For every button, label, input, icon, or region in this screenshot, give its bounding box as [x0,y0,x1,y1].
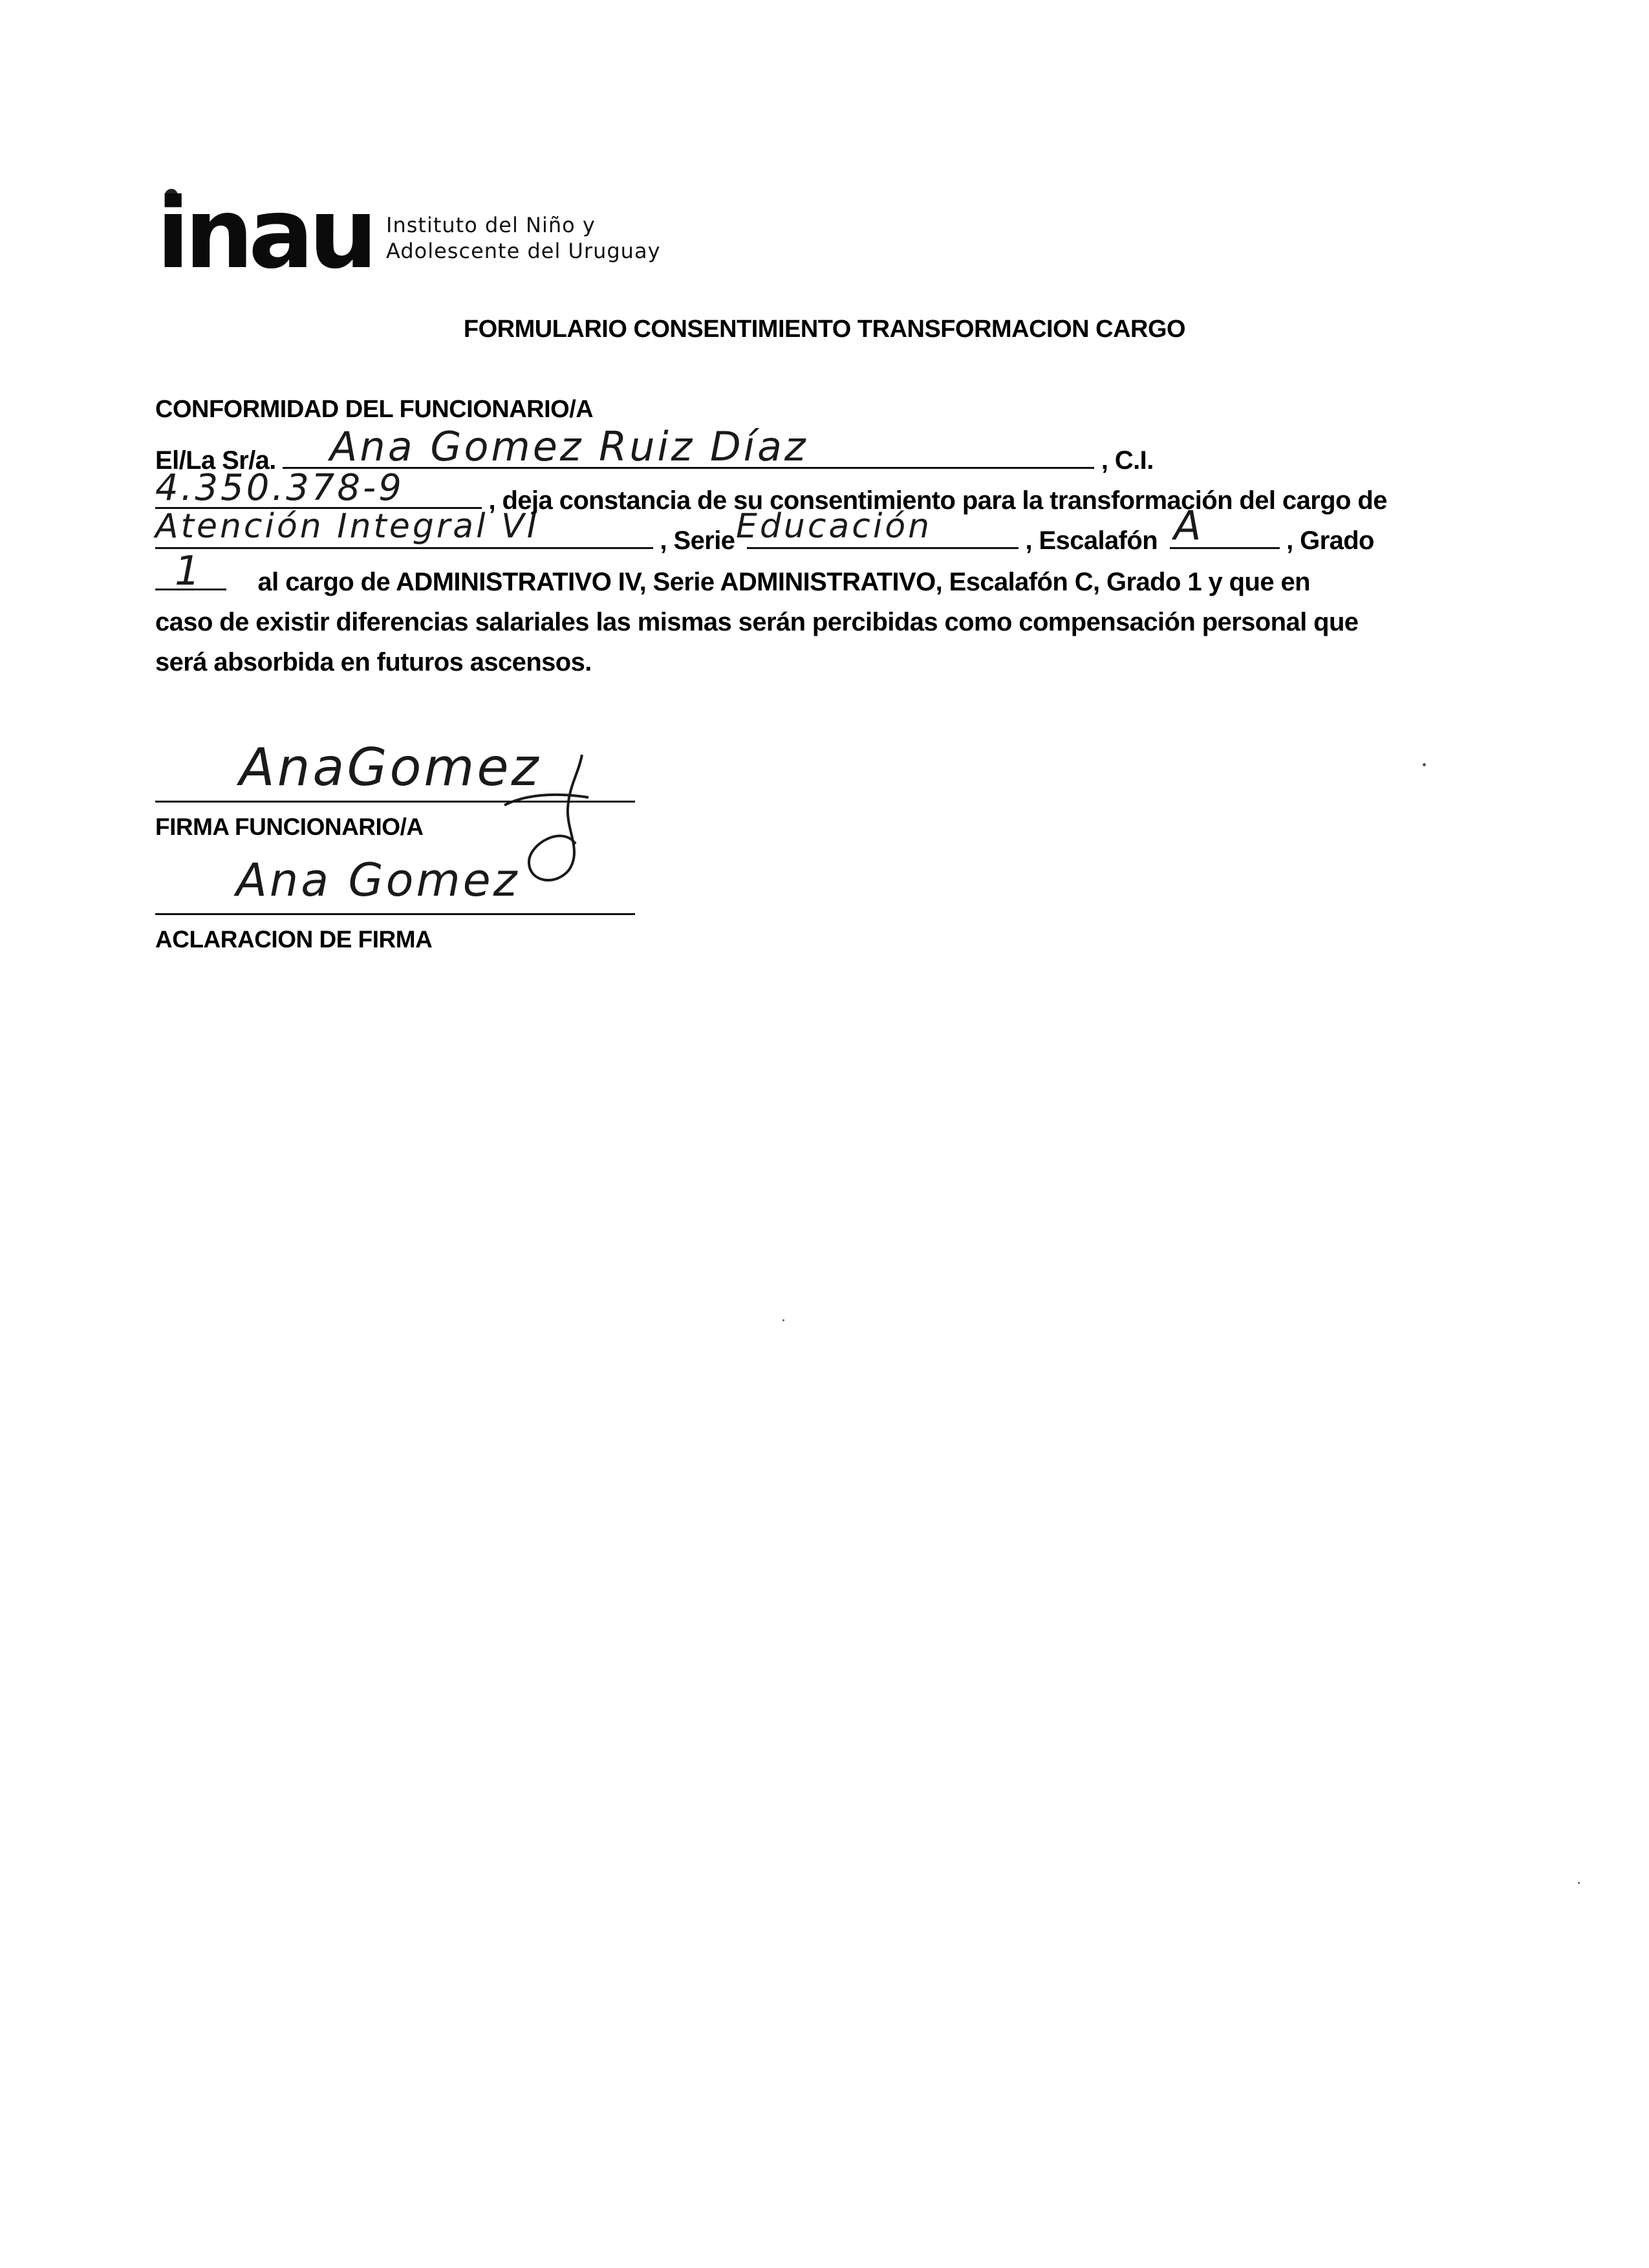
line3-escalafon: , Escalafón [1025,526,1158,555]
scan-speck [782,1319,784,1321]
line1-prefix: El/La Sr/a. [155,446,276,475]
handwritten-grado: 1 [175,547,203,594]
line4-text: al cargo de ADMINISTRATIVO IV, Serie ADMINISTRATIVO, Escalafón C, Grado 1 y que en [257,568,1310,596]
aclaracion-label: ACLARACION DE FIRMA [155,926,433,953]
line2-suffix: , deja constancia de su consentimiento para la transformación del cargo de [488,486,1387,515]
signature-scribble: AnaGomez [239,737,541,797]
handwritten-ci: 4.350.378-9 [155,467,404,509]
handwritten-name: Ana Gomez Ruiz Díaz [330,423,808,470]
logo-subtitle [386,212,661,264]
handwritten-clarification: Ana Gomez [236,854,520,907]
line-al-cargo [155,568,1449,597]
line3-serie: , Serie [660,526,735,555]
firma-label: FIRMA FUNCIONARIO/A [155,814,424,840]
scan-speck [1423,763,1426,766]
handwritten-serie: Educación [736,507,932,546]
line-absorbida: será absorbida en futuros ascensos. [155,648,592,676]
clarification-line [155,913,635,915]
form-title: FORMULARIO CONSENTIMIENTO TRANSFORMACION CARGO [463,316,1186,343]
line3-grado: , Grado [1286,526,1374,555]
inau-logo [156,178,726,290]
signature-line [155,801,635,803]
logo-word: inau [156,178,373,290]
handwritten-escalafon: A [1174,502,1204,549]
logo-subtitle-line1: Instituto del Niño y [386,213,596,237]
scan-speck [1578,1882,1580,1884]
handwritten-cargo: Atención Integral VI [155,507,540,546]
line1-suffix: , C.I. [1101,446,1154,475]
logo-subtitle-line2: Adolescente del Uruguay [386,239,661,263]
line-diferencias: caso de existir diferencias salariales las mismas serán percibidas como compensación personal que [155,608,1359,636]
section-heading: CONFORMIDAD DEL FUNCIONARIO/A [155,396,594,423]
